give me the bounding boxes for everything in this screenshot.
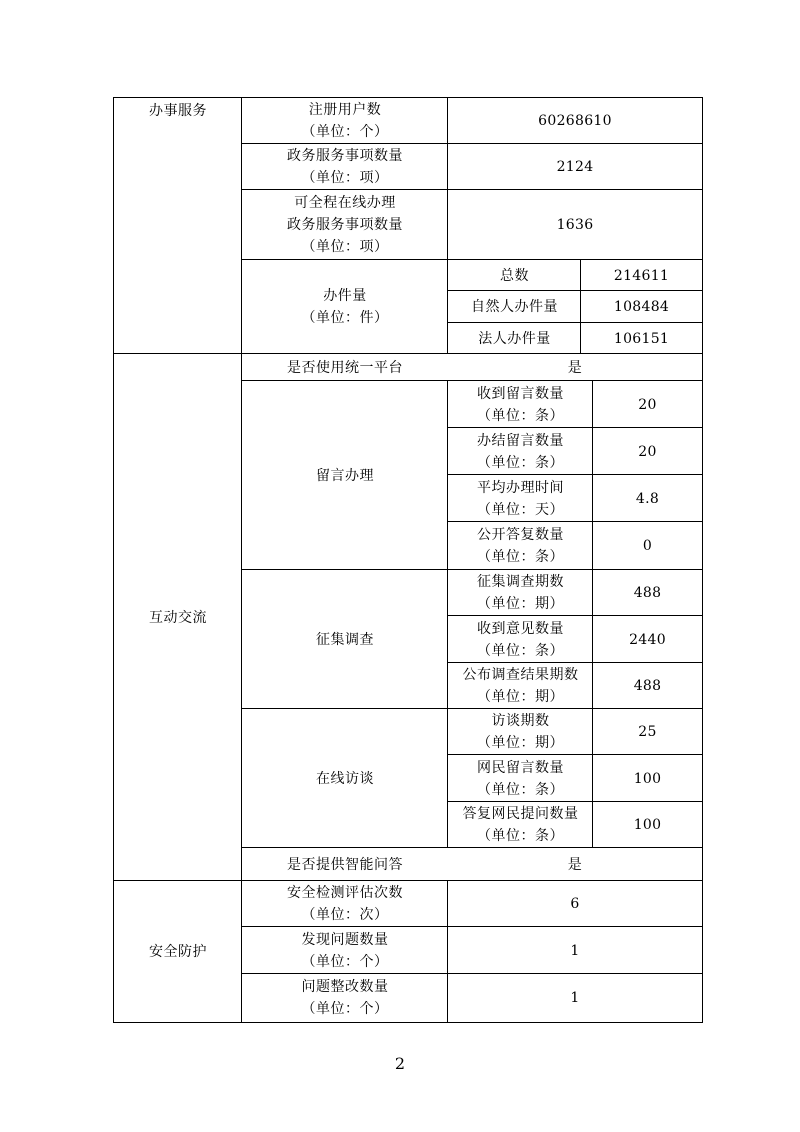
assessments-label: 安全检测评估次数 （单位：次）: [287, 885, 403, 923]
interview-replies-value: 100: [633, 817, 662, 833]
survey-periods-value: 488: [633, 585, 662, 601]
table-divider: [447, 881, 448, 1022]
table-divider: [114, 353, 702, 354]
service-items-label: 政务服务事项数量 （单位：项）: [287, 148, 403, 186]
interview-replies-label: 答复网民提问数量 （单位：条）: [462, 806, 579, 844]
registered-users-value: 60268610: [538, 113, 612, 129]
interview-netizen-msgs-label: 网民留言数量 （单位：条）: [477, 759, 564, 798]
unified-platform-label: 是否使用统一平台: [287, 359, 403, 376]
table-divider: [448, 290, 702, 291]
issues-found-value: 1: [570, 942, 580, 959]
messages-avg-time-label: 平均办理时间 （单位：天）: [477, 479, 564, 518]
issues-fixed-label: 问题整改数量 （单位：个）: [301, 979, 389, 1017]
cases-natural-label: 自然人办件量: [471, 299, 558, 315]
messages-completed-value: 20: [638, 443, 657, 460]
table-divider: [448, 754, 702, 755]
assessments-value: 6: [570, 896, 580, 912]
table-divider: [448, 801, 702, 802]
survey-opinions-label: 收到意见数量 （单位：条）: [477, 620, 564, 659]
table-divider: [242, 143, 702, 144]
table-divider: [448, 322, 702, 323]
messages-avg-time-value: 4.8: [635, 490, 660, 507]
survey-periods-label: 征集调查期数 （单位：期）: [477, 574, 564, 612]
issues-found-label: 发现问题数量 （单位：个）: [301, 931, 389, 970]
survey-results-value: 488: [633, 678, 662, 694]
cases-legal-value: 106151: [613, 330, 670, 347]
survey-group-label: 征集调查: [316, 631, 374, 648]
survey-opinions-value: 2440: [629, 631, 666, 648]
table-divider: [242, 380, 702, 381]
table-divider: [448, 615, 702, 616]
table-divider: [242, 569, 702, 570]
messages-public-replies-label: 公开答复数量 （单位：条）: [477, 527, 564, 565]
cases-natural-value: 108484: [613, 299, 670, 315]
table-divider: [448, 427, 702, 428]
registered-users-label: 注册用户数 （单位：个）: [301, 102, 389, 140]
interview-periods-label: 访谈期数 （单位：期）: [477, 713, 564, 751]
unified-platform-value: 是: [567, 359, 583, 376]
interview-group-label: 在线访谈: [316, 770, 374, 787]
messages-received-label: 收到留言数量 （单位：条）: [477, 385, 564, 424]
table-divider: [242, 708, 702, 709]
table-divider: [242, 926, 702, 927]
table-divider: [448, 662, 702, 663]
table-divider: [448, 474, 702, 475]
category-security: 安全防护: [149, 943, 207, 960]
table-divider: [580, 260, 581, 354]
cases-legal-label: 法人办件量: [478, 330, 551, 347]
table-divider: [242, 189, 702, 190]
table-divider: [448, 521, 702, 522]
smart-qa-value: 是: [567, 856, 583, 873]
table-divider: [242, 259, 702, 260]
messages-completed-label: 办结留言数量 （单位：条）: [477, 432, 564, 471]
category-interaction: 互动交流: [149, 609, 207, 626]
interview-periods-value: 25: [638, 724, 657, 740]
table-divider: [447, 98, 448, 354]
online-items-label: 可全程在线办理 政务服务事项数量 （单位：项）: [287, 195, 403, 255]
cases-total-label: 总数: [500, 267, 529, 284]
service-items-value: 2124: [556, 159, 594, 175]
survey-results-label: 公布调查结果期数 （单位：期）: [462, 667, 579, 705]
page-number: 2: [394, 1054, 406, 1073]
table-divider: [242, 973, 702, 974]
online-items-value: 1636: [556, 217, 594, 233]
messages-public-replies-value: 0: [642, 538, 653, 554]
smart-qa-label: 是否提供智能问答: [287, 856, 403, 873]
table-divider: [114, 880, 702, 881]
table-divider: [242, 847, 702, 848]
statistics-table: [113, 97, 703, 1023]
messages-group-label: 留言办理: [316, 467, 374, 484]
interview-netizen-msgs-value: 100: [633, 770, 662, 787]
cases-total-value: 214611: [613, 267, 670, 284]
messages-received-value: 20: [638, 396, 657, 413]
table-divider: [241, 98, 242, 1022]
cases-label: 办件量 （单位：件）: [301, 288, 389, 326]
category-office-service: 办事服务: [149, 103, 207, 119]
issues-fixed-value: 1: [570, 990, 580, 1006]
